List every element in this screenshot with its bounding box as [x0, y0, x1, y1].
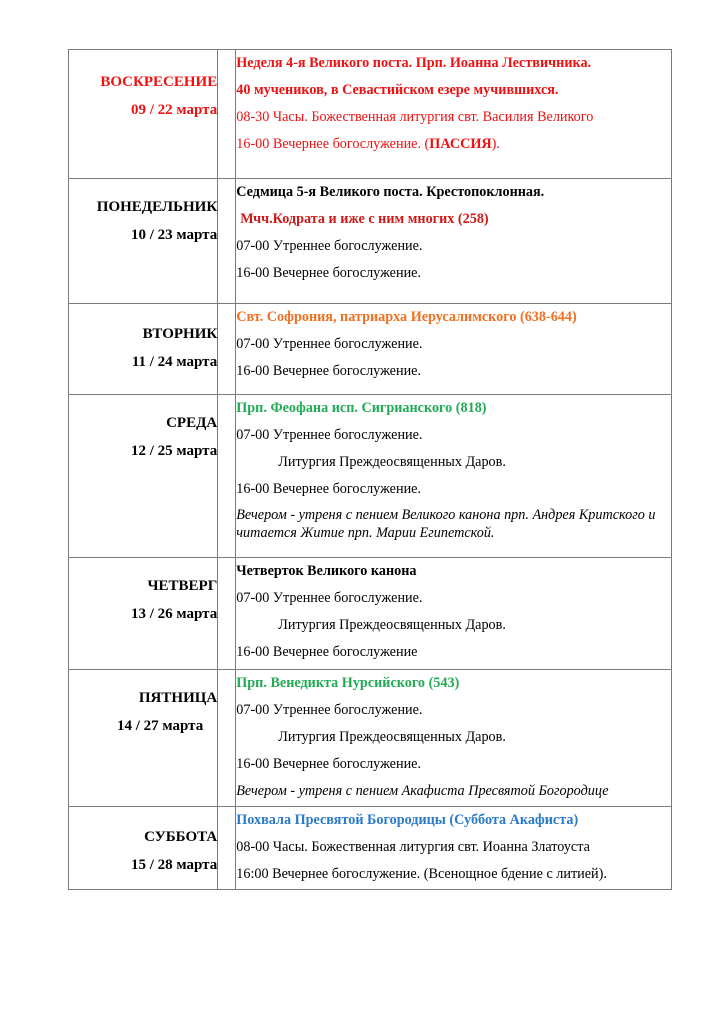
- service-text: 16-00 Вечернее богослужение. (: [236, 136, 430, 152]
- services-cell: [236, 179, 672, 304]
- service-line: Литургия Преждеосвященных Даров.: [278, 454, 506, 470]
- feast-title: Похвала Пресвятой Богородицы (Суббота Акафиста): [236, 812, 579, 828]
- service-line: 16-00 Вечернее богослужение: [236, 644, 418, 660]
- table-row-thursday: [69, 558, 672, 670]
- spacer-cell: [218, 179, 236, 304]
- services-cell: [236, 395, 672, 558]
- service-line: 16-00 Вечернее богослужение.: [236, 481, 422, 497]
- day-cell: [69, 395, 218, 558]
- services-cell: [236, 558, 672, 670]
- day-date: 10 / 23 марта: [131, 227, 218, 243]
- schedule-table: [68, 49, 672, 890]
- feast-title: Четверток Великого канона: [236, 563, 417, 579]
- day-cell: [69, 50, 218, 179]
- day-date: 15 / 28 марта: [131, 857, 218, 873]
- spacer-cell: [218, 50, 236, 179]
- service-line: 07-00 Утреннее богослужение.: [236, 238, 423, 254]
- feast-title: Неделя 4-я Великого поста. Прп. Иоанна Лествичника.: [236, 55, 592, 71]
- table-row-monday: [69, 179, 672, 304]
- service-line: 07-00 Утреннее богослужение.: [236, 336, 423, 352]
- service-line: 16-00 Вечернее богослужение.: [236, 756, 422, 772]
- service-line: 08-00 Часы. Божественная литургия свт. Иоанна Златоуста: [236, 839, 590, 855]
- day-cell: [69, 670, 218, 807]
- day-date: 09 / 22 марта: [131, 102, 218, 118]
- day-cell: [69, 179, 218, 304]
- table-row-wednesday: [69, 395, 672, 558]
- evening-note: Вечером - утреня с пением Великого канона прп. Андрея Критского и читается Житие прп. Марии Египетской.: [236, 507, 656, 541]
- day-date: 14 / 27 марта: [117, 718, 204, 734]
- service-line: Литургия Преждеосвященных Даров.: [278, 617, 506, 633]
- table-row-friday: [69, 670, 672, 807]
- service-line: 07-00 Утреннее богослужение.: [236, 590, 423, 606]
- feast-title: Прп. Венедикта Нурсийского (543): [236, 675, 460, 691]
- day-date: 13 / 26 марта: [131, 606, 218, 622]
- day-cell: [69, 304, 218, 395]
- table-row-tuesday: [69, 304, 672, 395]
- table-row-sunday: [69, 50, 672, 179]
- day-name: ВОСКРЕСЕНИЕ: [100, 74, 218, 90]
- day-name: СРЕДА: [166, 415, 218, 431]
- services-cell: [236, 670, 672, 807]
- feast-title: Свт. Софрония, патриарха Иерусалимского (638-644): [236, 309, 577, 325]
- spacer-cell: [218, 558, 236, 670]
- day-date: 12 / 25 марта: [131, 443, 218, 459]
- service-line: 08-30 Часы. Божественная литургия свт. Василия Великого: [236, 109, 594, 125]
- day-cell: [69, 807, 218, 890]
- service-line: 07-00 Утреннее богослужение.: [236, 702, 423, 718]
- services-cell: [236, 807, 672, 890]
- day-name: ВТОРНИК: [142, 326, 218, 342]
- spacer-cell: [218, 670, 236, 807]
- day-name: ЧЕТВЕРГ: [147, 578, 218, 594]
- table-row-saturday: [69, 807, 672, 890]
- day-date: 11 / 24 марта: [131, 354, 218, 370]
- day-cell: [69, 558, 218, 670]
- evening-note: Вечером - утреня с пением Акафиста Пресвятой Богородице: [236, 783, 609, 799]
- service-line: [236, 131, 671, 158]
- day-name: ПОНЕДЕЛЬНИК: [96, 199, 218, 215]
- service-line: 16-00 Вечернее богослужение.: [236, 265, 422, 281]
- day-name: СУББОТА: [144, 829, 218, 845]
- day-name: ПЯТНИЦА: [138, 690, 218, 706]
- feast-title: Прп. Феофана исп. Сигрианского (818): [236, 400, 487, 416]
- spacer-cell: [218, 807, 236, 890]
- feast-title: Седмица 5-я Великого поста. Крестопоклонная.: [236, 184, 545, 200]
- service-text-end: ).: [491, 136, 500, 152]
- service-line: 16-00 Вечернее богослужение.: [236, 363, 422, 379]
- services-cell: [236, 50, 672, 179]
- passion-label: ПАССИЯ: [429, 136, 492, 152]
- service-line: Литургия Преждеосвященных Даров.: [278, 729, 506, 745]
- feast-subtitle: Мчч.Кодрата и иже с ним многих (258): [240, 211, 489, 227]
- spacer-cell: [218, 304, 236, 395]
- feast-subtitle: 40 мучеников, в Севастийском езере мучившихся.: [236, 82, 559, 98]
- spacer-cell: [218, 395, 236, 558]
- service-line: 16:00 Вечернее богослужение. (Всенощное бдение с литией).: [236, 866, 607, 882]
- service-line: 07-00 Утреннее богослужение.: [236, 427, 423, 443]
- services-cell: [236, 304, 672, 395]
